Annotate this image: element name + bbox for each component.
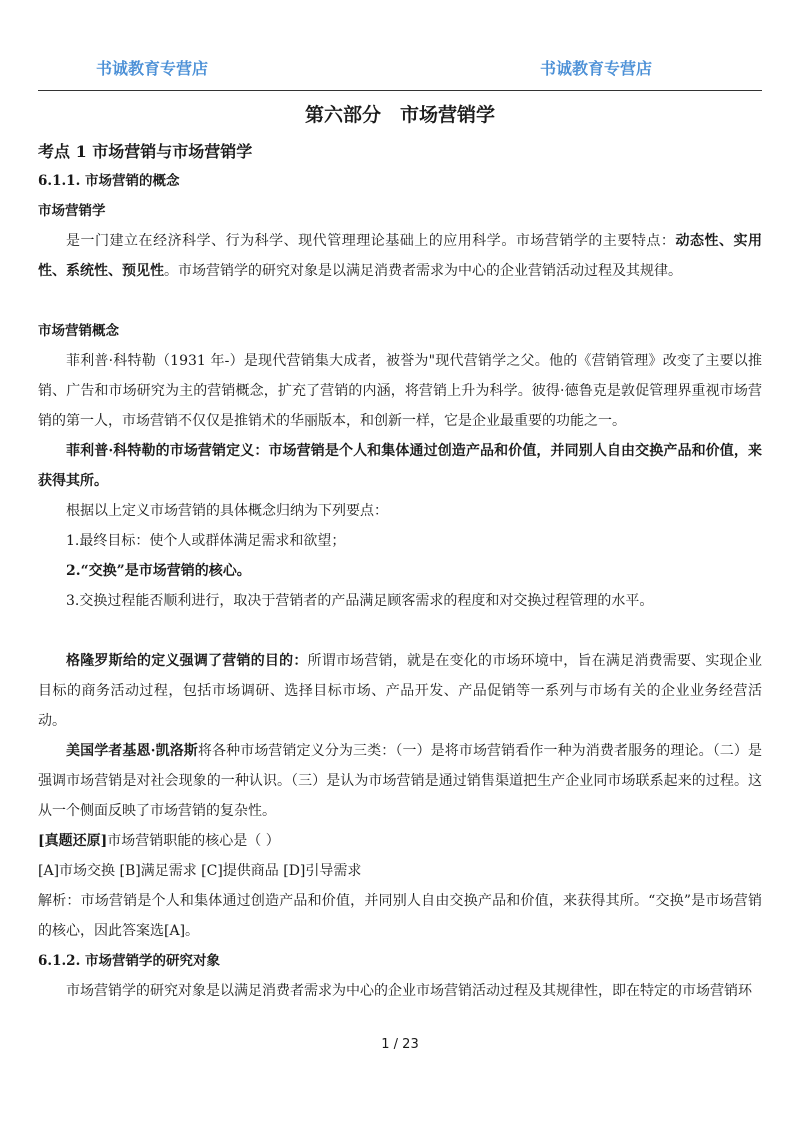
heading-marketing-concept: 市场营销概念 xyxy=(38,323,119,339)
header-shop-name-left: 书诚教育专营店 xyxy=(96,59,209,78)
exam-options: [A]市场交换 [B]满足需求 [C]提供商品 [D]引导需求 xyxy=(38,863,362,879)
paragraph-kotler-definition: 菲利普·科特勒的市场营销定义：市场营销是个人和集体通过创造产品和价值，并同别人自由交换产品和价值，来获得其所。 xyxy=(38,443,762,489)
heading-marketing-science: 市场营销学 xyxy=(38,203,106,219)
paragraph-marketing-science: 是一门建立在经济科学、行为科学、现代管理理论基础上的应用科学。市场营销学的主要特点：动态性、实用性、系统性、预见性。市场营销学的研究对象是以满足消费者需求为中心的企业营销活动过程及其规律。 xyxy=(38,233,763,279)
paragraph-kotler: 菲利普·科特勒（1931 年-）是现代营销集大成者，被誉为"现代营销学之父。他的《营销管理》改变了主要以推销、广告和市场研究为主的营销概念，扩充了营销的内涵，将营销上升为科学。彼得·德鲁克是敦促管理界重视市场营销的第一人，市场营销不仅仅是推销术的华丽版本，和创新一样，它是企业最重要的功能之一。 xyxy=(38,353,762,429)
paragraph-keith: 美国学者基恩·凯洛斯将各种市场营销定义分为三类：（一）是将市场营销看作一种为消费者服务的理论。（二）是强调市场营销是对社会现象的一种认识。（三）是认为市场营销是通过销售渠道把生产企业同市场联系起来的过程。这从一个侧面反映了市场营销的复杂性。 xyxy=(38,743,763,819)
section-heading: 考点 1 市场营销与市场营销学 xyxy=(38,142,253,161)
exam-analysis: 解析：市场营销是个人和集体通过创造产品和价值，并同别人自由交换产品和价值，来获得其所。“交换”是市场营销的核心，因此答案选[A]。 xyxy=(38,893,762,939)
page-number: 1 / 23 xyxy=(381,1037,419,1052)
list-item: 1.最终目标：使个人或群体满足需求和欲望； xyxy=(66,533,346,549)
page-title: 第六部分 市场营销学 xyxy=(304,104,495,126)
bold-features: 动态性、实用性、系统性、预见性 xyxy=(38,233,763,279)
header-divider xyxy=(38,90,762,91)
subsection-heading-6-1-1: 6.1.1. 市场营销的概念 xyxy=(38,173,180,189)
list-item: 3.交换过程能否顺利进行，取决于营销者的产品满足顾客需求的程度和对交换过程管理的水平。 xyxy=(66,593,654,609)
exam-question: [真题还原]市场营销职能的核心是（ ） xyxy=(38,833,280,849)
subsection-heading-6-1-2: 6.1.2. 市场营销学的研究对象 xyxy=(38,953,220,969)
paragraph-research-object: 市场营销学的研究对象是以满足消费者需求为中心的企业市场营销活动过程及其规律性，即在特定的市场营销环 xyxy=(66,983,752,999)
page-body xyxy=(38,100,762,1006)
paragraph-gronroos: 格隆罗斯给的定义强调了营销的目的：所谓市场营销，就是在变化的市场环境中，旨在满足消费需要、实现企业目标的商务活动过程，包括市场调研、选择目标市场、产品开发、产品促销等一系列与市场有关的企业业务经营活动。 xyxy=(38,653,763,729)
header-shop-name-right: 书诚教育专营店 xyxy=(540,59,653,78)
paragraph-points-intro: 根据以上定义市场营销的具体概念归纳为下列要点： xyxy=(66,503,388,519)
list-item: 2.“交换”是市场营销的核心。 xyxy=(66,563,251,579)
